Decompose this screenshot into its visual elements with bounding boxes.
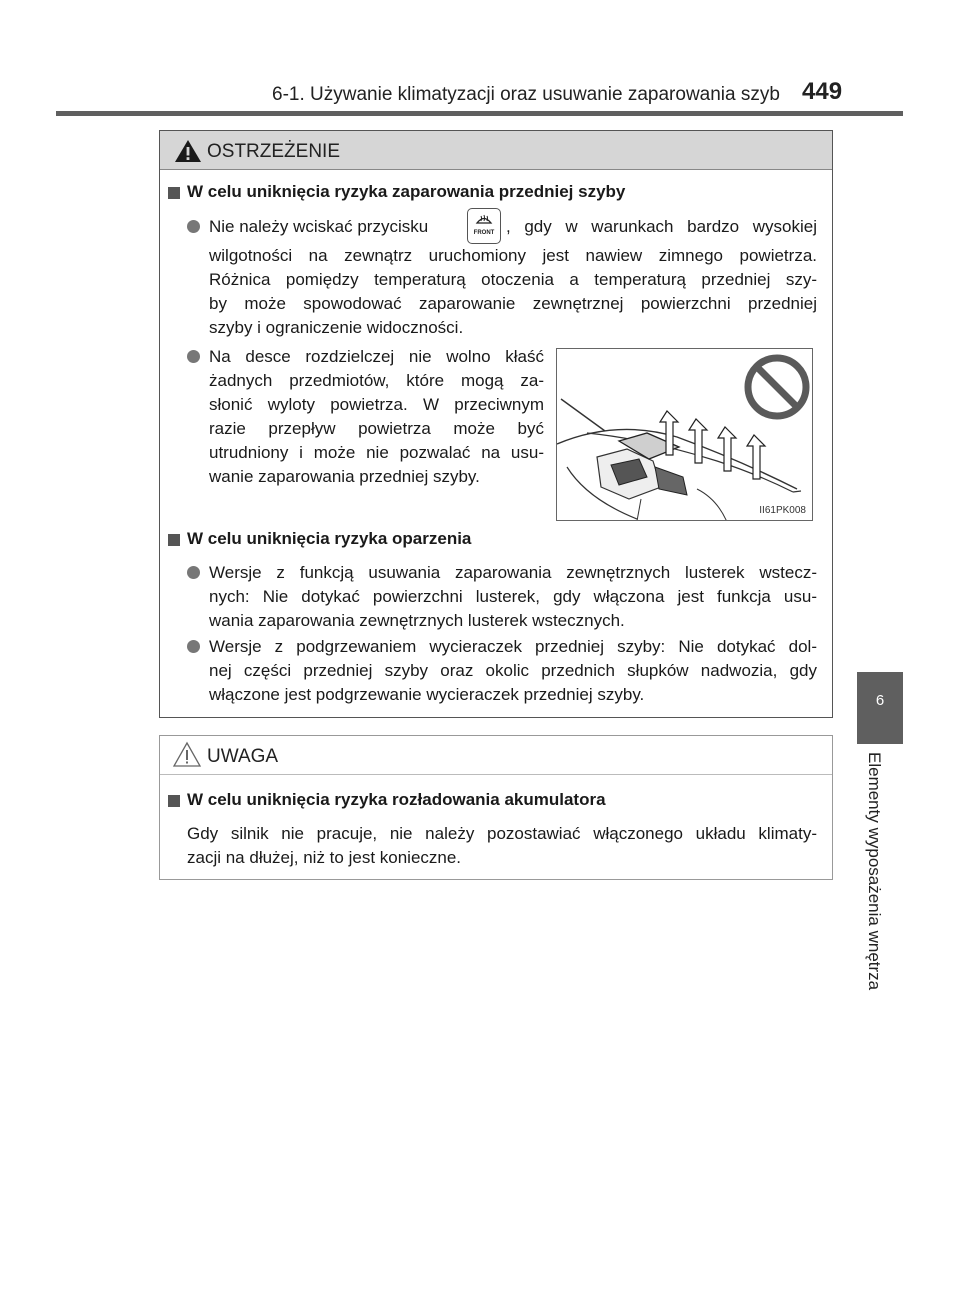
chapter-label: Elementy wyposażenia wnętrza <box>865 752 884 991</box>
warning-title: OSTRZEŻENIE <box>207 141 341 162</box>
bullet-dot <box>187 220 200 233</box>
bullet-text: słonić wyloty powietrza. W przeciwnym <box>209 395 544 414</box>
chapter-tab <box>857 672 903 744</box>
section-heading: W celu uniknięcia ryzyka rozładowania akumulatora <box>187 790 606 809</box>
front-button-label: FRONT <box>473 230 495 236</box>
section-marker <box>168 534 180 546</box>
bullet-text: włączone jest podgrzewanie wycieraczek przedniej szyby. <box>209 685 645 704</box>
caution-title: UWAGA <box>207 746 279 767</box>
warning-triangle-icon <box>174 139 202 163</box>
section-title: 6-1. Używanie klimatyzacji oraz usuwanie zaparowania szyb <box>272 84 780 105</box>
bullet-text: nej części przedniej szyby oraz okolic przednich słupków nadwozia, gdy <box>209 661 817 680</box>
bullet-text: Różnica pomiędzy temperaturą otoczenia a temperaturą przedniej szy- <box>209 270 817 289</box>
header-divider <box>56 111 903 116</box>
dashboard-drawing <box>557 349 813 521</box>
bullet-text: żadnych przedmiotów, które mogą za- <box>209 371 544 390</box>
caution-header <box>160 736 832 775</box>
prohibited-icon <box>748 358 806 416</box>
bullet-dot <box>187 566 200 579</box>
caution-box <box>159 735 833 880</box>
chapter-number: 6 <box>875 692 885 709</box>
bullet-text: wania zaparowania zewnętrznych lusterek wstecznych. <box>209 611 625 630</box>
section-heading: W celu uniknięcia ryzyka zaparowania przedniej szyby <box>187 182 626 201</box>
caution-text: Gdy silnik nie pracuje, nie należy pozostawiać włączonego układu klimaty- <box>187 824 817 843</box>
bullet-text: razie przepływ powietrza może być <box>209 419 544 438</box>
warning-header <box>160 131 832 170</box>
illustration-code: II61PK008 <box>759 505 806 516</box>
page-number: 449 <box>802 78 843 105</box>
bullet-text: wanie zaparowania przedniej szyby. <box>209 467 480 486</box>
caution-triangle-icon <box>172 741 202 768</box>
bullet-text: wilgotności na zewnątrz uruchomiony jest nawiew zimnego powietrza. <box>209 246 817 265</box>
bullet-dot <box>187 640 200 653</box>
bullet-text: Nie należy wciskać przycisku <box>209 217 429 236</box>
bullet-text: szyby i ograniczenie widoczności. <box>209 318 464 337</box>
dashboard-illustration <box>556 348 813 521</box>
bullet-text: utrudniony i może nie pozwalać na usu- <box>209 443 544 462</box>
bullet-text: by może spowodować zaparowanie zewnętrznej powierzchni przedniej <box>209 294 817 313</box>
section-marker <box>168 795 180 807</box>
bullet-text: Wersje z funkcją usuwania zaparowania zewnętrznych lusterek wstecz- <box>209 563 817 582</box>
bullet-text: Wersje z podgrzewaniem wycieraczek przedniej szyby: Nie dotykać dol- <box>209 637 817 656</box>
front-defroster-button-icon <box>467 208 501 244</box>
section-heading: W celu uniknięcia ryzyka oparzenia <box>187 529 472 548</box>
bullet-dot <box>187 350 200 363</box>
bullet-text: , gdy w warunkach bardzo wysokiej <box>506 217 817 236</box>
bullet-text: nych: Nie dotykać powierzchni lusterek, gdy włączona jest funkcja usu- <box>209 587 817 606</box>
caution-text: zacji na dłużej, niż to jest konieczne. <box>187 848 462 867</box>
section-marker <box>168 187 180 199</box>
bullet-text: Na desce rozdzielczej nie wolno kłaść <box>209 347 544 366</box>
